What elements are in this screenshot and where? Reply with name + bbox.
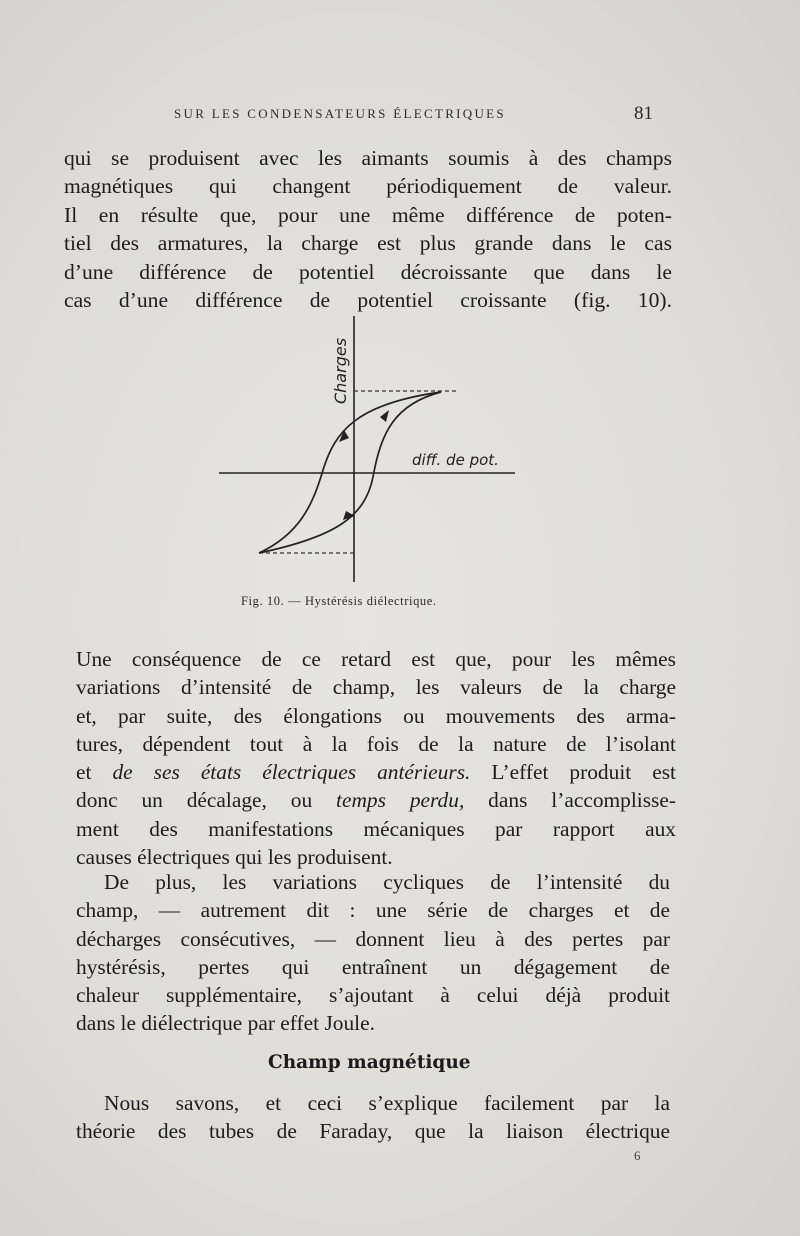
section-title: Champ magnétique (268, 1052, 471, 1073)
text-line: causes électriques qui les produisent. (76, 845, 393, 870)
text-line: ment des manifestations mécaniques par rapport aux (76, 816, 676, 841)
italic-phrase: de ses états électriques antérieurs. (112, 760, 471, 785)
text-line: cas d’une différence de potentiel croissante (fig. 10). (64, 288, 672, 313)
signature-mark: 6 (634, 1148, 641, 1163)
text-fragment: dans l’accomplisse- (464, 788, 676, 813)
paragraph-4 (76, 1089, 670, 1146)
text-line: hystérésis, pertes qui entraînent un dégagement de (76, 954, 670, 979)
arrow-up-left (380, 410, 389, 422)
text-line: champ, — autrement dit : une série de charges et de (76, 898, 670, 923)
paragraph-2 (76, 645, 676, 871)
text-line: variations d’intensité de champ, les valeurs de la charge (76, 675, 676, 700)
text-line (76, 786, 676, 814)
text-line: chaleur supplémentaire, s’ajoutant à celui déjà produit (76, 983, 670, 1008)
text-line: d’une différence de potentiel décroissante que dans le (64, 259, 672, 284)
text-line: décharges consécutives, — donnent lieu à des pertes par (76, 926, 670, 951)
text-line: tures, dépendent tout à la fois de la nature de l’isolant (76, 731, 676, 756)
hysteresis-figure (205, 312, 525, 602)
caption-text: Hystérésis diélectrique. (304, 594, 437, 608)
text-fragment: donc un décalage, ou (76, 788, 337, 813)
text-line: Il en résulte que, pour une même différence de poten- (64, 202, 672, 227)
text-line: et, par suite, des élongations ou mouvements des arma- (76, 703, 676, 728)
running-head: SUR LES CONDENSATEURS ÉLECTRIQUES (174, 106, 506, 121)
text-line: Nous savons, et ceci s’explique facilement par la (104, 1091, 670, 1115)
figure-caption (241, 594, 437, 609)
paragraph-1 (64, 144, 672, 314)
text-line: magnétiques qui changent périodiquement de valeur. (64, 174, 672, 199)
text-line: qui se produisent avec les aimants soumis à des champs (64, 146, 672, 170)
text-line: tiel des armatures, la charge est plus grande dans le cas (64, 231, 672, 256)
page-number: 81 (634, 103, 653, 124)
text-line: théorie des tubes de Faraday, que la liaison électrique (76, 1119, 670, 1144)
text-line (76, 758, 676, 786)
text-fragment: L’effet produit est (470, 760, 676, 785)
text-fragment: et (76, 760, 113, 785)
text-line: dans le diélectrique par effet Joule. (76, 1011, 375, 1036)
paragraph-3 (76, 868, 670, 1038)
text-line: Une conséquence de ce retard est que, pour les mêmes (76, 647, 676, 671)
x-axis-label: diff. de pot. (412, 451, 499, 469)
text-line: De plus, les variations cycliques de l’intensité du (104, 870, 670, 894)
caption-figure-number: Fig. 10. (241, 594, 285, 608)
caption-dash: — (288, 594, 302, 608)
y-axis-label: Charges (331, 337, 350, 404)
italic-phrase: temps perdu, (336, 788, 465, 813)
